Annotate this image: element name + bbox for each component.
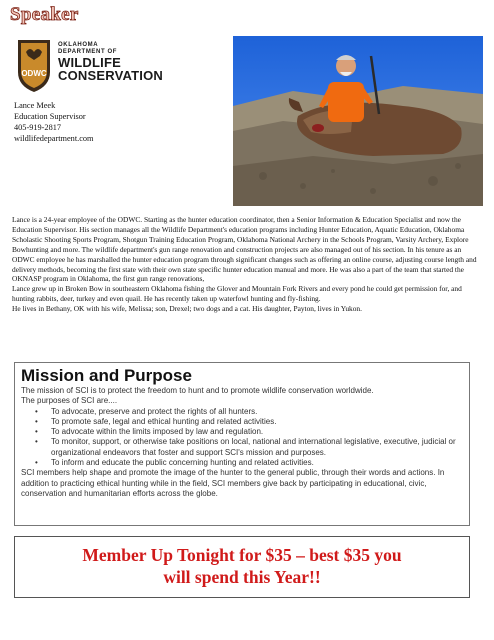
mission-closing: SCI members help shape and promote the image of the hunter to the general public, through their words and actions. In addition to practicing ethical hunting while in the field, SCI members give back by participating in educational, civic, conservation and humanitarian efforts across the globe.	[21, 468, 445, 498]
logo-line-conservation: CONSERVATION	[58, 68, 163, 83]
purposes-list	[21, 407, 463, 469]
member-up-line: will spend this Year!!	[163, 567, 321, 587]
member-up-banner	[14, 536, 470, 598]
odwc-logo	[14, 36, 174, 94]
speaker-heading: Speaker	[10, 4, 79, 25]
mission-statement: The mission of SCI is to protect the freedom to hunt and to promote wildlife conservation worldwide.	[21, 386, 374, 395]
purpose-item: • To inform and educate the public concerning hunting and related activities.	[35, 458, 463, 468]
mission-title: Mission and Purpose	[21, 366, 192, 385]
contact-title: Education Supervisor	[14, 112, 86, 121]
speaker-bio	[12, 215, 484, 314]
bio-paragraph: Lance is a 24-year employee of the ODWC. Starting as the hunter education coordinator, then a Senior Information & Education Specialist and now the Education Supervisor. His section manages all the Wildlife Department's education programs including Hunter Education, Aquatic Education, Oklahoma Scholastic Shooting Sports Program, Shotgun Training Education Program, Oklahoma National Archery in the Schools Program, Varsity Archery, Explore Bowhunting and more. The wildlife department's gun range renovation and construction projects are also managed out of his section. In his tenure as an ODWC employee he has marshalled the hunter education program through significant changes such as offering an online course, adjusting course length and delivery methods, becoming the first state with their own state specific hunter education manual and more. He was also a part of the team that started the OKNASP program in Oklahoma, the first gun range renovations,	[12, 215, 477, 284]
logo-line-oklahoma: OKLAHOMA	[58, 42, 99, 48]
contact-phone: 405-919-2817	[14, 123, 62, 132]
bio-paragraph: Lance grew up in Broken Bow in southeastern Oklahoma fishing the Glover and Mountain Fork Rivers and every pond he could get permission for, and hunting rabbits, deer, turkey and even quail. He has recently taken up waterfowl hunting and fly-fishing.	[12, 284, 462, 304]
purposes-intro: The purposes of SCI are....	[21, 396, 118, 406]
purpose-item: • To advocate within the limits imposed by law and regulation.	[35, 427, 463, 437]
contact-website[interactable]: wildlifedepartment.com	[14, 134, 94, 143]
speaker-hunting-photo	[233, 36, 483, 206]
logo-line-department: DEPARTMENT OF	[58, 49, 118, 55]
member-up-line: Member Up Tonight for $35 – best $35 you	[82, 545, 402, 565]
purpose-item: • To promote safe, legal and ethical hunting and related activities.	[35, 417, 463, 427]
purpose-item: • To advocate, preserve and protect the rights of all hunters.	[35, 407, 463, 417]
contact-name: Lance Meek	[14, 101, 56, 110]
badge-text: ODWC	[21, 69, 47, 78]
logo-line-wildlife: WILDLIFE	[58, 55, 121, 70]
bio-paragraph: He lives in Bethany, OK with his wife, Melissa; son, Drexel; two dogs and a cat. His daughter, Payton, lives in Yukon.	[12, 304, 362, 314]
mission-and-purpose-box	[14, 362, 470, 526]
odwc-badge-icon	[14, 36, 54, 94]
purpose-item: • To monitor, support, or otherwise take positions on local, national and international legislative, executive, judicial or organizational endeavors that foster and support SCI's mission and purposes.	[35, 437, 463, 458]
contact-block	[14, 100, 94, 144]
